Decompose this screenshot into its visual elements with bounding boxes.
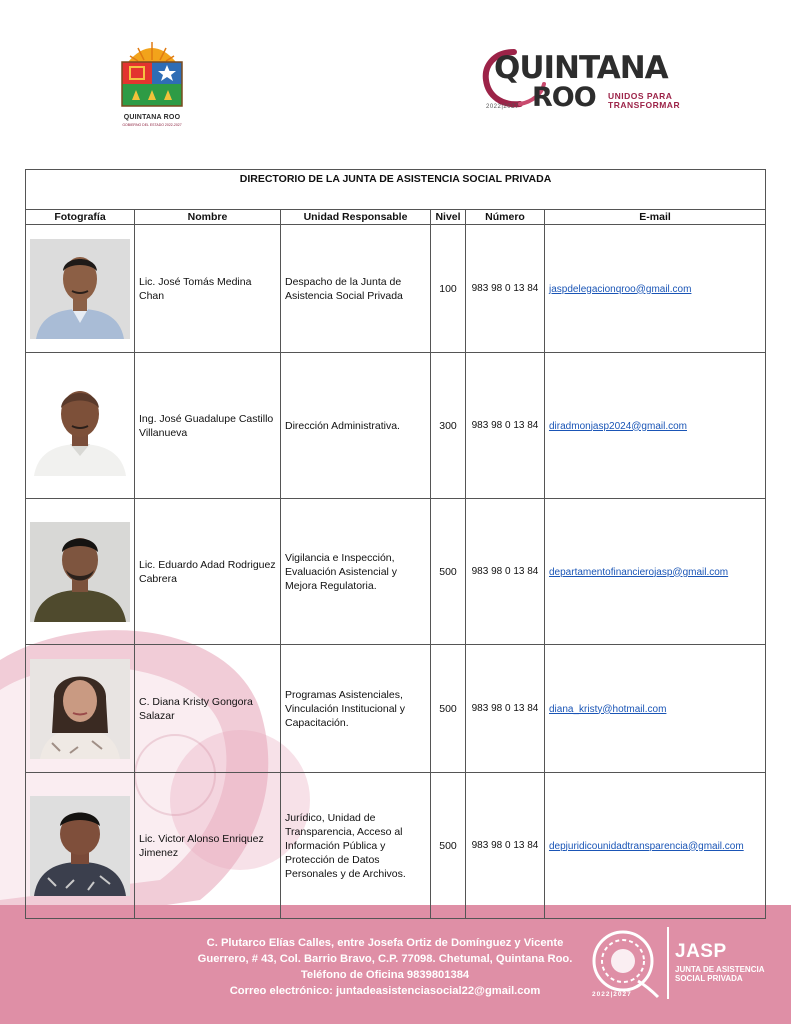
photo-cell	[26, 773, 135, 919]
person-level: 100	[431, 225, 466, 353]
header-number: Número	[466, 210, 545, 225]
jasp-emblem-icon	[586, 927, 660, 1001]
jasp-full-name: JUNTA DE ASISTENCIA SOCIAL PRIVADA	[675, 965, 765, 983]
footer-address-line1: C. Plutarco Elías Calles, entre Josefa Ortiz de Domínguez y Vicente	[206, 937, 564, 949]
email-cell	[545, 499, 766, 645]
person-photo-icon	[30, 522, 130, 622]
table-row	[26, 773, 766, 919]
directory-table	[25, 169, 766, 919]
person-phone: 983 98 0 13 84	[466, 353, 545, 499]
table-row	[26, 353, 766, 499]
email-cell	[545, 645, 766, 773]
person-name: Ing. José Guadalupe Castillo Villanueva	[135, 353, 281, 499]
left-logo-caption: QUINTANA ROO	[123, 114, 181, 121]
person-name: C. Diana Kristy Gongora Salazar	[135, 645, 281, 773]
person-level: 500	[431, 773, 466, 919]
left-logo-subcaption: GOBIERNO DEL ESTADO 2022-2027	[122, 123, 182, 127]
footer-email: Correo electrónico: juntadeasistenciasocial22@gmail.com	[229, 985, 541, 997]
email-link[interactable]: diradmonjasp2024@gmail.com	[549, 420, 687, 432]
email-cell	[545, 225, 766, 353]
page-footer	[0, 905, 791, 1024]
footer-address-line2: Guerrero, # 43, Col. Barrio Bravo, C.P. 77098. Chetumal, Quintana Roo.	[197, 953, 573, 965]
person-phone: 983 98 0 13 84	[466, 225, 545, 353]
email-link[interactable]: diana_kristy@hotmail.com	[549, 703, 667, 715]
email-cell	[545, 773, 766, 919]
table-row	[26, 645, 766, 773]
table-title-row	[26, 170, 766, 210]
email-link[interactable]: jaspdelegacionqroo@gmail.com	[549, 283, 692, 295]
header-level: Nivel	[431, 210, 466, 225]
jasp-logo-text: JASP	[675, 941, 727, 962]
brand-title: QUINTANA	[494, 50, 668, 86]
brand-roo: ROO	[532, 82, 596, 113]
quintana-roo-brand-logo	[480, 48, 690, 120]
header-unit: Unidad Responsable	[281, 210, 431, 225]
person-photo-icon	[30, 659, 130, 759]
person-name: Lic. Victor Alonso Enriquez Jimenez	[135, 773, 281, 919]
person-unit: Vigilancia e Inspección, Evaluación Asistencial y Mejora Regulatoria.	[281, 499, 431, 645]
email-link[interactable]: depjuridicounidadtransparencia@gmail.com	[549, 840, 744, 852]
table-row	[26, 499, 766, 645]
person-level: 500	[431, 499, 466, 645]
person-photo-icon	[30, 796, 130, 896]
person-unit: Programas Asistenciales, Vinculación Institucional y Capacitación.	[281, 645, 431, 773]
person-level: 300	[431, 353, 466, 499]
table-row	[26, 225, 766, 353]
brand-tagline: UNIDOS PARA TRANSFORMAR	[608, 91, 681, 110]
photo-cell	[26, 645, 135, 773]
header-name: Nombre	[135, 210, 281, 225]
photo-cell	[26, 499, 135, 645]
footer-contact	[180, 935, 590, 999]
coat-of-arms-icon	[112, 40, 192, 112]
photo-cell	[26, 225, 135, 353]
footer-divider	[667, 927, 669, 999]
email-cell	[545, 353, 766, 499]
person-phone: 983 98 0 13 84	[466, 773, 545, 919]
photo-cell	[26, 353, 135, 499]
table-header-row	[26, 210, 766, 225]
person-photo-icon	[30, 239, 130, 339]
person-name: Lic. Eduardo Adad Rodriguez Cabrera	[135, 499, 281, 645]
person-name: Lic. José Tomás Medina Chan	[135, 225, 281, 353]
person-unit: Despacho de la Junta de Asistencia Social Privada	[281, 225, 431, 353]
person-unit: Jurídico, Unidad de Transparencia, Acceso al Información Pública y Protección de Datos Personales y de Archivos.	[281, 773, 431, 919]
state-coat-of-arms-logo	[112, 40, 192, 128]
person-unit: Dirección Administrativa.	[281, 353, 431, 499]
header-photo: Fotografía	[26, 210, 135, 225]
email-link[interactable]: departamentofinancierojasp@gmail.com	[549, 566, 729, 578]
footer-emblem-years: 2022|2027	[592, 991, 632, 998]
footer-phone: Teléfono de Oficina 9839801384	[300, 969, 470, 981]
person-level: 500	[431, 645, 466, 773]
person-photo-icon	[30, 376, 130, 476]
person-phone: 983 98 0 13 84	[466, 499, 545, 645]
table-title: DIRECTORIO DE LA JUNTA DE ASISTENCIA SOCIAL PRIVADA	[26, 170, 766, 210]
header-email: E-mail	[545, 210, 766, 225]
brand-years: 2022|2027	[486, 104, 519, 110]
person-phone: 983 98 0 13 84	[466, 645, 545, 773]
